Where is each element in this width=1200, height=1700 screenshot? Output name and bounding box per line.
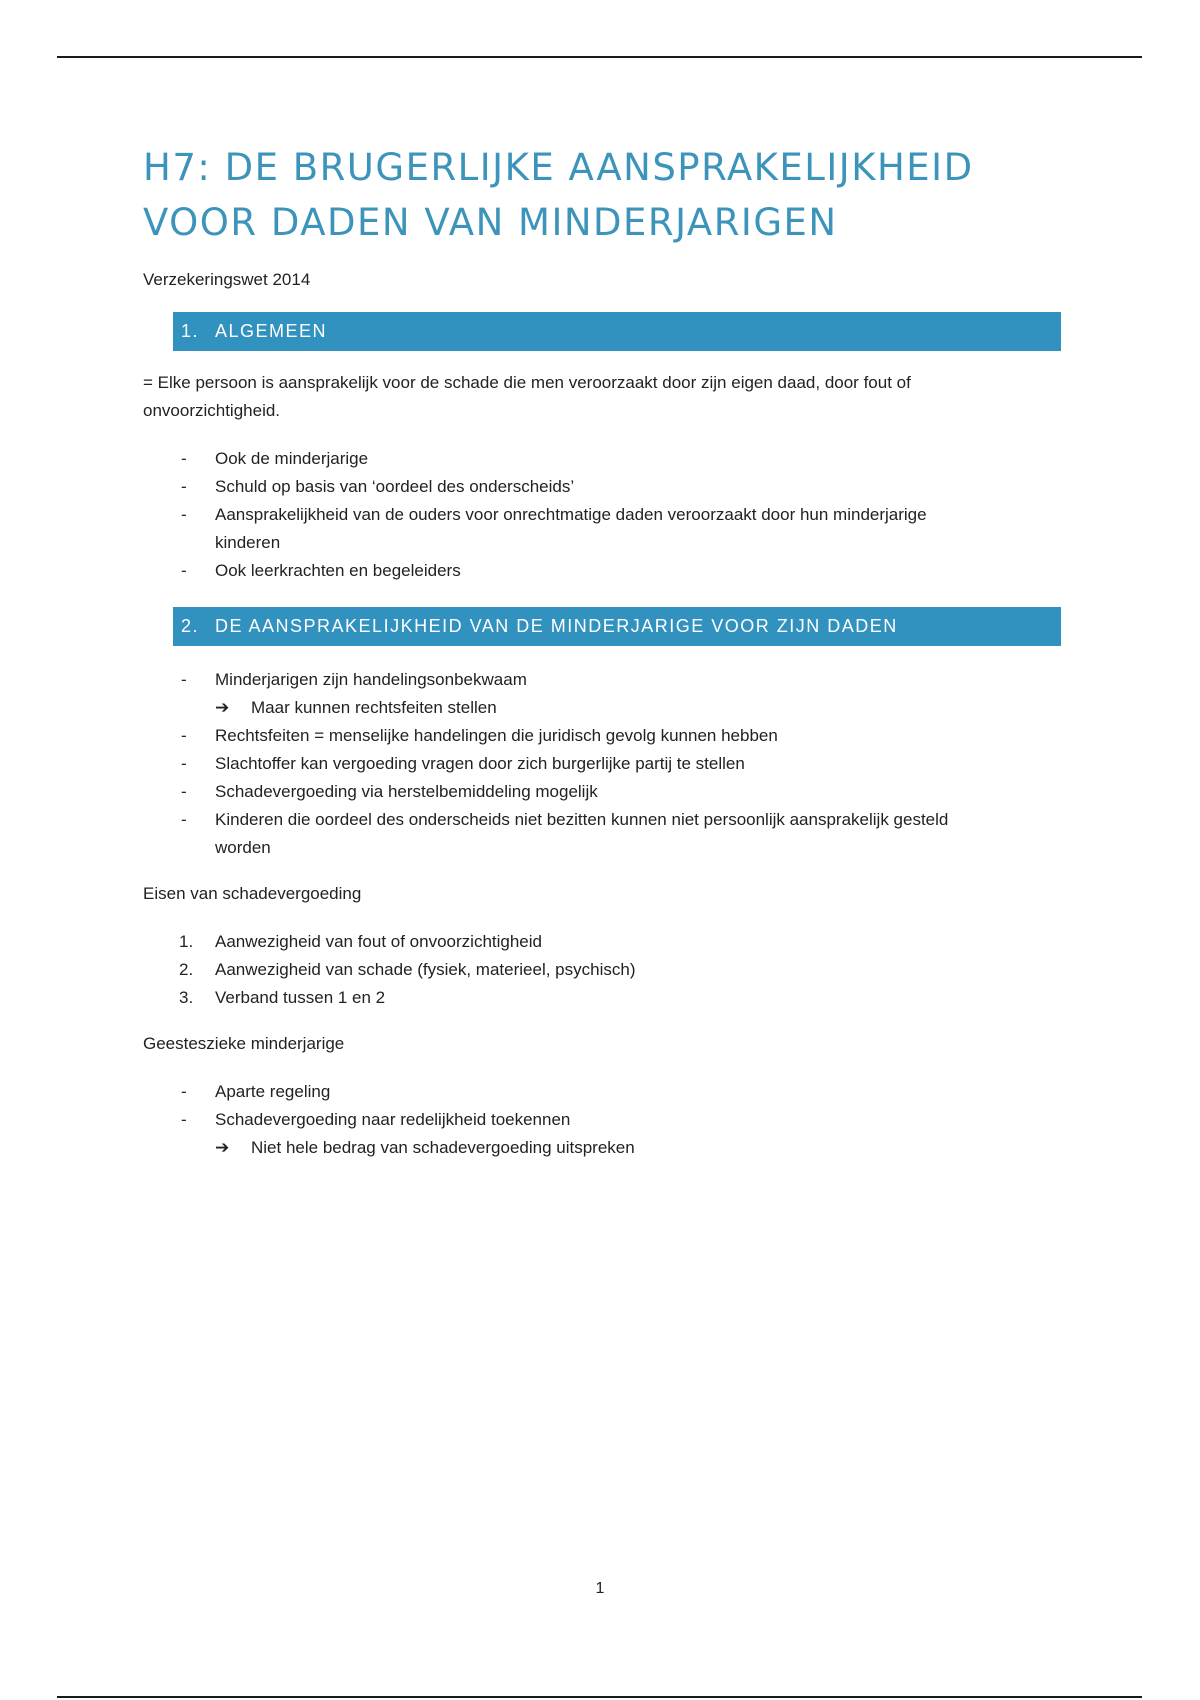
section-title: DE AANSPRAKELIJKHEID VAN DE MINDERJARIGE VOOR ZIJN DADEN [215, 616, 898, 636]
list-item: 1. Aanwezigheid van fout of onvoorzichtigheid [179, 932, 542, 951]
document-subtitle: Verzekeringswet 2014 [143, 270, 311, 289]
list-item: - Schadevergoeding via herstelbemiddeling mogelijk [181, 782, 598, 801]
list-item: - Aparte regeling [181, 1082, 331, 1101]
eisen-list [143, 928, 1063, 1012]
list-item: - Minderjarigen zijn handelingsonbekwaam ➔ Maar kunnen rechtsfeiten stellen [143, 666, 1063, 722]
section-2-list [143, 666, 1063, 862]
list-item: - Rechtsfeiten = menselijke handelingen die juridisch gevolg kunnen hebben [181, 726, 778, 745]
list-item: - Slachtoffer kan vergoeding vragen door zich burgerlijke partij te stellen [181, 754, 745, 773]
sub-item: ➔ Niet hele bedrag van schadevergoeding uitspreken [215, 1134, 1063, 1162]
section-heading-aansprakelijkheid [173, 607, 1061, 646]
section-title: ALGEMEEN [215, 321, 328, 341]
top-rule [57, 56, 1142, 58]
eisen-label: Eisen van schadevergoeding [143, 884, 362, 903]
title-line-1: H7: DE BRUGERLIJKE AANSPRAKELIJKHEID [143, 146, 974, 189]
list-item: - Aansprakelijkheid van de ouders voor onrechtmatige daden veroorzaakt door hun minderjarige kinderen [181, 505, 927, 552]
geesteszieke-list [143, 1078, 1063, 1162]
list-item: - Kinderen die oordeel des onderscheids niet bezitten kunnen niet persoonlijk aansprakelijk gesteld worden [181, 810, 949, 857]
section-number: 2. [181, 616, 200, 636]
title-line-2: VOOR DADEN VAN MINDERJARIGEN [143, 201, 838, 244]
page-number: 1 [595, 1580, 605, 1597]
list-item: - Ook leerkrachten en begeleiders [181, 561, 461, 580]
sub-item: ➔ Maar kunnen rechtsfeiten stellen [215, 694, 1063, 722]
list-item: - Ook de minderjarige [181, 449, 369, 468]
list-item: 3. Verband tussen 1 en 2 [179, 988, 386, 1007]
list-item: 2. Aanwezigheid van schade (fysiek, materieel, psychisch) [179, 960, 636, 979]
page-content [143, 140, 1063, 1162]
section-1-list [143, 445, 1063, 585]
section-1-intro: = Elke persoon is aansprakelijk voor de schade die men veroorzaakt door zijn eigen daad, door fout of onvoorzichtigheid. [143, 373, 911, 420]
bottom-rule [57, 1696, 1142, 1698]
arrow-right-icon: ➔ [215, 1138, 230, 1157]
document-title [143, 140, 1063, 250]
arrow-right-icon: ➔ [215, 698, 230, 717]
list-item: - Schadevergoeding naar redelijkheid toekennen ➔ Niet hele bedrag van schadevergoeding uitspreken [143, 1106, 1063, 1162]
section-heading-algemeen [173, 312, 1061, 351]
section-number: 1. [181, 321, 200, 341]
geesteszieke-label: Geesteszieke minderjarige [143, 1034, 345, 1053]
list-item: - Schuld op basis van ‘oordeel des onderscheids’ [181, 477, 575, 496]
